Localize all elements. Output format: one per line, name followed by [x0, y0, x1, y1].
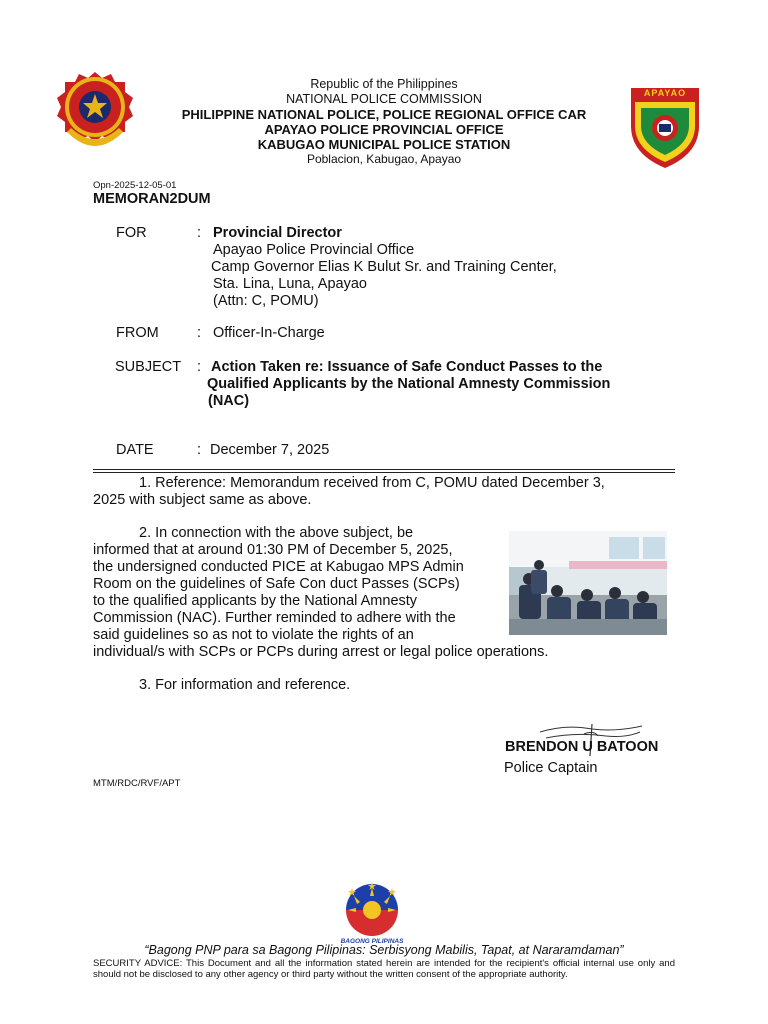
date-label: DATE	[116, 442, 154, 458]
security-advice: SECURITY ADVICE: This Document and all the information stated herein are intended for the recipient's official internal use only and should not be disclosed to any other agency or third party without the written consent of the appropriate authority.	[93, 958, 675, 980]
for-camp: Camp Governor Elias K Bulut Sr. and Training Center,	[211, 259, 557, 275]
subject-line-2: Qualified Applicants by the National Amnesty Commission	[207, 376, 611, 392]
subject-value	[207, 359, 610, 410]
bagong-pilipinas-label: BAGONG PILIPINAS	[340, 938, 404, 945]
republic-line: Republic of the Philippines	[310, 77, 458, 91]
paragraph-1-line-2: 2025 with subject same as above.	[93, 492, 312, 508]
meeting-photo	[509, 531, 667, 635]
paragraph-2-line-4: Room on the guidelines of Safe Con duct Passes (SCPs)	[93, 576, 460, 592]
bagong-pilipinas-logo	[340, 882, 404, 946]
apayao-ppo-logo	[627, 86, 703, 170]
for-name: Provincial Director	[213, 225, 342, 241]
station-line: KABUGAO MUNICIPAL POLICE STATION	[257, 137, 511, 152]
subject-label: SUBJECT	[115, 359, 182, 375]
pnp-regional-line: PHILIPPINE NATIONAL POLICE, POLICE REGIONAL OFFICE CAR	[181, 107, 587, 122]
date-colon: :	[197, 442, 202, 458]
subject-line-3: (NAC)	[208, 393, 250, 409]
for-colon: :	[197, 225, 202, 241]
subject-line-1: Action Taken re: Issuance of Safe Conduct Passes to the	[211, 359, 603, 375]
for-label: FOR	[116, 225, 147, 241]
provincial-office-line: APAYAO POLICE PROVINCIAL OFFICE	[264, 122, 504, 137]
paragraph-2-line-2: informed that at around 01:30 PM of December 5, 2025,	[93, 542, 453, 558]
date-value: December 7, 2025	[210, 442, 330, 458]
paragraph-2-line-3: the undersigned conducted PICE at Kabugao MPS Admin	[93, 559, 464, 575]
reference-number: Opn-2025-12-05-01	[93, 180, 177, 191]
for-recipient	[211, 225, 557, 310]
footer-slogan: “Bagong PNP para sa Bagong Pilipinas: Serbisyong Mabilis, Tapat, at Nararamdaman”	[144, 943, 624, 957]
subject-colon: :	[197, 359, 202, 375]
signatory-name: BRENDON U BATOON	[505, 739, 659, 755]
divider-line	[93, 469, 675, 473]
document-type: MEMORAN2DUM	[93, 191, 211, 207]
paragraph-1-line-1: 1. Reference: Memorandum received from C, POMU dated December 3,	[139, 475, 605, 491]
paragraph-2-line-6: Commission (NAC). Further reminded to adhere with the	[93, 610, 456, 626]
for-attention: (Attn: C, POMU)	[213, 293, 319, 309]
from-label: FROM	[116, 325, 159, 341]
pnp-logo	[55, 70, 135, 158]
apayao-banner-text: APAYAO	[643, 88, 687, 98]
paragraph-2-line-7: said guidelines so as not to violate the rights of an	[93, 627, 414, 643]
paragraph-2-line-8: individual/s with SCPs or PCPs during arrest or legal police operations.	[93, 644, 549, 660]
paragraph-1	[93, 475, 675, 509]
from-colon: :	[197, 325, 202, 341]
for-office: Apayao Police Provincial Office	[213, 242, 415, 258]
paragraph-3: 3. For information and reference.	[139, 677, 351, 693]
letterhead	[150, 77, 618, 167]
napolcom-line: NATIONAL POLICE COMMISSION	[286, 92, 482, 106]
signatory-rank: Police Captain	[504, 760, 598, 776]
address-line: Poblacion, Kabugao, Apayao	[306, 152, 462, 166]
from-value: Officer-In-Charge	[213, 325, 325, 341]
paragraph-2-line-5: to the qualified applicants by the National Amnesty	[93, 593, 418, 609]
paragraph-2	[93, 525, 497, 644]
typist-initials: MTM/RDC/RVF/APT	[93, 778, 181, 789]
for-location: Sta. Lina, Luna, Apayao	[213, 276, 367, 292]
paragraph-2-line-1: 2. In connection with the above subject, be	[139, 525, 414, 541]
